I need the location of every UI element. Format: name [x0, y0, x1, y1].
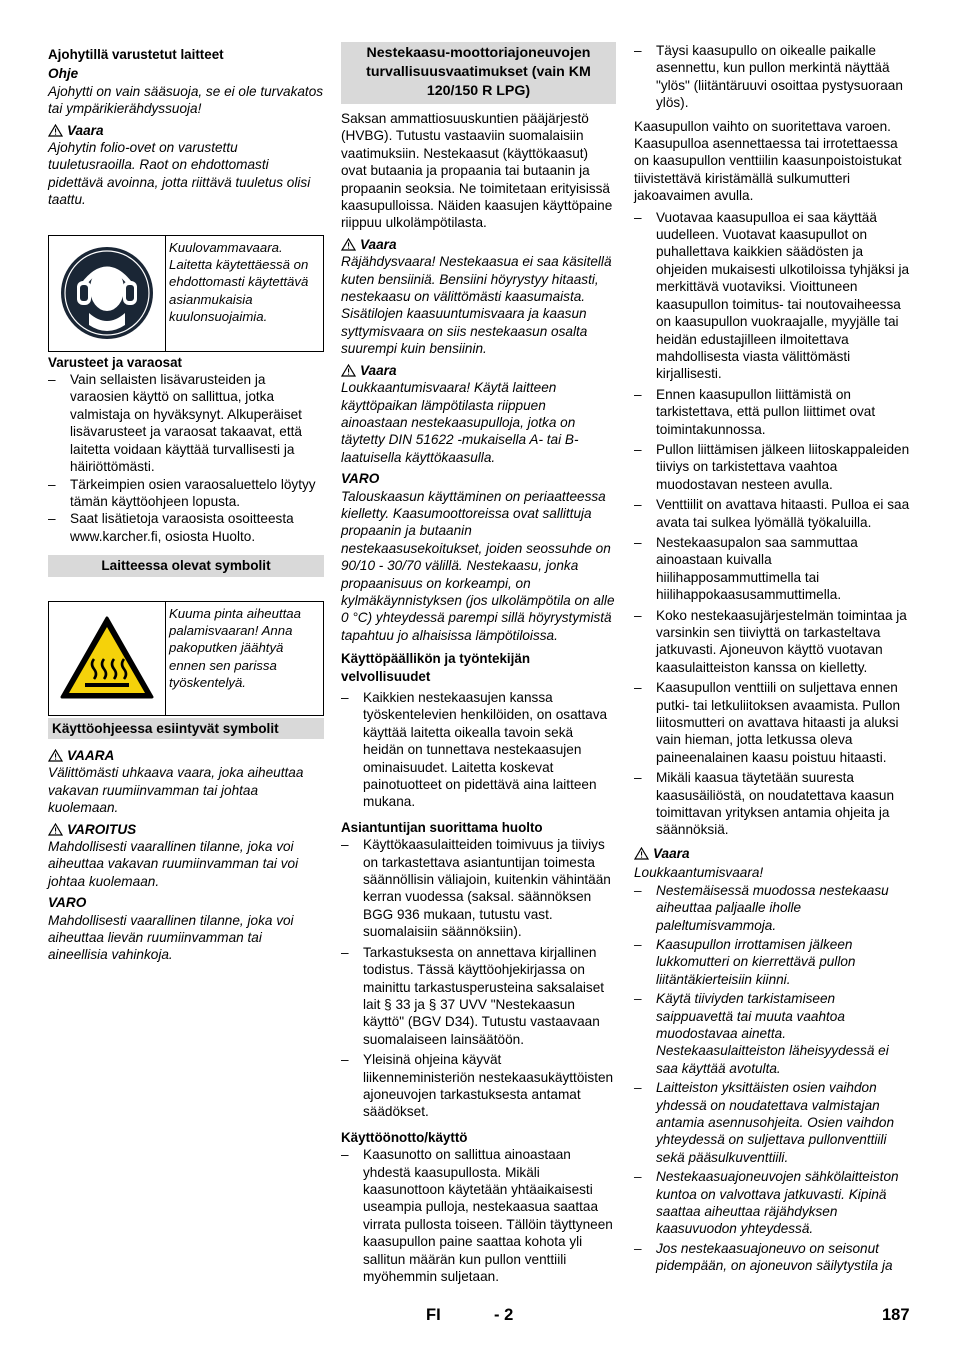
warning-icon	[48, 749, 63, 762]
band-device-symbols: Laitteessa olevat symbolit	[48, 555, 324, 576]
vaara-caps-text: Välittömästi uhkaava vaara, joka aiheuttaa vakavan ruumiinvamman tai johtaa kuolemaan.	[48, 765, 304, 816]
list-item: – Nestekaasupalon saa sammuttaa ainoastaan kuivalla hiilihapposammuttimella tai hiilihappokaasusammuttimella.	[634, 534, 910, 604]
varoitus-text: Mahdollisesti vaarallinen tilanne, joka voi aiheuttaa vakavan ruumiinvamman tai voi johtaa kuolemaan.	[48, 838, 299, 889]
footer-section: - 2	[494, 1306, 514, 1324]
operation-list	[341, 1146, 616, 1285]
list-item: – Tarkastuksesta on annettava kirjallinen todistus. Tässä käyttöohjekirjassa on mainittu tarkastusperusteina saksalaiset lait § 33 ja § 37 UVV "Nestekaasun käyttö" (BGV D34). Tutustu vastaavaan suomalaiseen lainsäätöön.	[341, 944, 616, 1048]
vaara-text: Ajohytin folio-ovet on varustettu tuuletusraoilla. Raot on ehdottomasti pidettävä avoinna, jotta riittävä tuuletus olisi taattu.	[48, 140, 311, 208]
list-item: – Saat lisätietoja varaosista osoitteesta www.karcher.fi, osiosta Huolto.	[48, 510, 324, 545]
list-item: – Pullon liittämisen jälkeen liitoskappaleiden tiiviys on tarkistettava vaahtoa muodostavan nesteen avulla.	[634, 441, 910, 493]
list-item: – Kaikkien nestekaasujen kanssa työskentelevien henkilöiden, on osattava käyttää laitetta oikealla tavoin sekä heidän on tunnettava nestekaasujen ominaisuudet. Laitetta koskevat painotuotteet on pidettävä aina laitteen mukana.	[341, 689, 616, 811]
cylinder-list	[634, 42, 910, 112]
list-item: – Kaasupullon venttiili on suljettava ennen putki- tai letkuliitoksen avaamista. Pullon liitosmutteri on avattava hitaasti ja aluksi vain hieman, jotta letkussa oleva paineenalainen kaasu poistuu hitaasti.	[634, 679, 910, 766]
hot-surface-icon	[59, 615, 155, 701]
list-item: – Nestekaasuajoneuvojen sähkölaitteiston kuntoa on valvottava jatkuvasti. Kipinä saattaa aiheuttaa räjähdyksen kaasuvuodon yhteydessä.	[634, 1168, 910, 1238]
column-1	[48, 42, 324, 964]
list-item: – Kaasupullon irrottamisen jälkeen lukkomutteri on kierrettävä pullon liitäntäkierteisiin kiinni.	[634, 936, 910, 988]
note-label: Ohje	[48, 66, 79, 82]
warning-icon	[48, 823, 63, 836]
varo-text: Talouskaasun käyttäminen on periaatteessa kielletty. Kaasumoottoreissa ovat sallittuja propaanin ja butaanin nestekaasusekoitukset, joiden seossuhde on 90/10 - 30/70 välillä. Nestekaasu, jonka propaanisuus on korkeampi, on kylmäkäynnistyksen (jos ulkolämpötila on alle 0 °C) yhteydessä parempi sillä höyrystymistä tapahtuu jo alhaisissa lämpötiloissa.	[341, 488, 615, 643]
varo-text: Mahdollisesti vaarallinen tilanne, joka voi aiheuttaa lievän ruumiinvamman tai aineellisia vahinkoja.	[48, 912, 294, 963]
hot-surface-text: Kuuma pinta aiheuttaa palamisvaaran! Anna pakoputken jäähtyä ennen sen parissa työskentelyä.	[169, 605, 301, 691]
warning-icon	[341, 238, 356, 251]
accessories-list	[48, 371, 324, 545]
page-number: 187	[882, 1306, 910, 1324]
vaara-label: Vaara	[341, 236, 616, 253]
heading-duties: Käyttöpäällikön ja työntekijän velvollisuudet	[341, 651, 530, 684]
heading-operation: Käyttöönotto/käyttö	[341, 1129, 468, 1145]
warning-icon	[341, 364, 356, 377]
cylinder-safety-list	[634, 209, 910, 839]
duties-list	[341, 689, 616, 811]
list-item: – Tärkeimpien osien varaosaluettelo löytyy tämän käyttöohjeen lopusta.	[48, 476, 324, 511]
footer-lang: FI	[426, 1306, 441, 1324]
list-item: – Ennen kaasupullon liittämistä on tarkistettava, että pullon liittimet ovat toimintakunnossa.	[634, 386, 910, 438]
vaara-injury-text: Loukkaantumisvaara! Käytä laitteen käyttöpaikan lämpötilasta riippuen ainoastaan nestekaasupulloja, jotka on täytetty DIN 51622 -mukaisella A- tai B-laatuisella käyttökaasulla.	[341, 380, 579, 465]
hot-surface-box	[48, 601, 324, 716]
column-3	[634, 42, 910, 1275]
vaara-lead: Loukkaantumisvaara!	[634, 865, 764, 881]
heading-canopy: Ajohytillä varustetut laitteet	[48, 47, 224, 62]
lpg-intro: Saksan ammattiosuuskuntien pääjärjestö (HVBG). Tutustu vastaaviin suomalaisiin vaatimuksiin. Nestekaasut (käyttökaasut) ovat butaania ja propaania tai butaanin ja propaanin seoksia. Ne toimitetaan erityisissä kaasupulloissa. Näiden kaasujen käyttöpaine riippuu ulkolämpötilasta.	[341, 111, 613, 231]
list-item: – Käytä tiiviyden tarkistamiseen saippuavettä tai muuta vaahtoa muodostavaa ainetta. Nestekaasulaitteiston läheisyydessä ei saa käyttää avotulta.	[634, 990, 910, 1077]
list-item: – Nestemäisessä muodossa nestekaasu aiheuttaa paljaalle iholle paleltumisvammoja.	[634, 882, 910, 934]
list-item: – Käyttökaasulaitteiden toimivuus ja tiiviys on tarkastettava asiantuntijan toimesta säännöllisin väliajoin, kuitenkin vähintään kerran vuodessa (saksal. säännöksen BGG 936 mukaan, tutustu vast. suomalaisiin säännöksiin).	[341, 836, 616, 940]
hearing-protection-text: Kuulovammavaara. Laitetta käytettäessä on ehdottomasti käytettävä asianmukaisia kuulonsuojaimia.	[169, 239, 309, 325]
vaara-label: Vaara	[341, 362, 616, 379]
varoitus-label: VAROITUS	[48, 821, 324, 838]
list-item: – Laitteiston yksittäisten osien vaihdon yhdessä on noudatettava valmistajan antamia asennusohjeita. Osien vaihdon yhteydessä on suljettava pullonventtiili sekä pääsulkuventtiili.	[634, 1079, 910, 1166]
list-item: – Täysi kaasupullo on oikealle paikalle asennettu, kun pullon merkintä näyttää "ylös" (liitäntäruuvi osoittaa pystysuoraan ylös).	[634, 42, 910, 112]
heading-accessories: Varusteet ja varaosat	[48, 354, 182, 370]
service-list	[341, 836, 616, 1121]
vaara-explosion-text: Räjähdysvaara! Nestekaasua ei saa käsitellä kuten bensiiniä. Bensiini höyrystyy hitaasti, nestekaasu on välittömästi kaasumaista. Sisätilojen kaasuuntumisvaara ja kaasun syttymisvaara on siis nestekaasun osalta suurempi kuin bensiinin.	[341, 254, 612, 357]
list-item: – Vuotavaa kaasupulloa ei saa käyttää uudelleen. Vuotavat kaasupullot on puhallettava kaikkien säädösten ja ohjeiden mukaisesti ulkotiloissa tyhjäksi ja merkittävä vuotaviksi. Vioittuneen kaasupullon toimitus- tai noutovaiheessa on kaasupullon vuokraajalle, myyjälle tai heidän edustajilleen ilmoitettava mahdollisesta viasta välittömästi kirjallisesti.	[634, 209, 910, 383]
varo-label: VARO	[48, 895, 87, 911]
vaara-label: Vaara	[48, 122, 324, 139]
note-text: Ajohytti on vain sääsuoja, se ei ole turvakatos tai ympärikierähdyssuoja!	[48, 83, 324, 117]
list-item: – Mikäli kaasua täytetään suuresta kaasusäiliöstä, on noudatettava kaasun toimittavan yrityksen antamia ohjeita ja säännöksiä.	[634, 769, 910, 839]
varo-label: VARO	[341, 471, 380, 487]
vaara-label: Vaara	[634, 845, 910, 862]
list-item: – Koko nestekaasujärjestelmän toimintaa ja varsinkin sen tiiviyttä on tarkasteltava jatkuvasti. Ajoneuvon käyttö vuotavan kaasulaitteiston kanssa on kielletty.	[634, 607, 910, 677]
list-item: – Jos nestekaasuajoneuvo on seisonut pidempään, on ajoneuvon säilytystila ja	[634, 1240, 910, 1275]
vaara-caps-label: VAARA	[48, 747, 324, 764]
warning-icon	[48, 124, 63, 137]
warning-icon	[634, 847, 649, 860]
column-2	[341, 42, 616, 1285]
list-item: – Vain sellaisten lisävarusteiden ja varaosien käyttö on sallittua, jotka valmistaja on hyväksynyt. Alkuperäiset lisävarusteet ja varaosat takaavat, että laitetta voidaan käyttää turvallisesti ja häiriöttömästi.	[48, 371, 324, 475]
band-manual-symbols: Käyttöohjeessa esiintyvät symbolit	[48, 718, 324, 739]
list-item: – Kaasunotto on sallittua ainoastaan yhdestä kaasupullosta. Mikäli kaasunottoon käytetään yhtäaikaisesti useampia pulloja, nestekaasua saattaa virrata pullosta toiseen. Tällöin täyttyneen kaasupullon paine saattaa kohota yli sallitun määrän kun pullon venttiili myöhemmin suljetaan.	[341, 1146, 616, 1285]
injury-list	[634, 882, 910, 1275]
list-item: – Venttiilit on avattava hitaasti. Pulloa ei saa avata tai sulkea lyömällä työkaluilla.	[634, 496, 910, 531]
band-lpg-title: Nestekaasu-moottoriajoneuvojen turvallisuusvaatimukset (vain KM 120/150 R LPG)	[341, 42, 616, 104]
cylinder-change-text: Kaasupullon vaihto on suoritettava varoen. Kaasupulloa asennettaessa tai irrotettaessa on kaasupullon venttiilin kaasunpoistoistukat tiivistettävä kiristämällä sulkumutteri jakoavaimen avulla.	[634, 118, 902, 204]
heading-service: Asiantuntijan suorittama huolto	[341, 819, 543, 835]
hearing-protection-icon	[59, 245, 155, 341]
hearing-protection-box	[48, 235, 324, 352]
list-item: – Yleisinä ohjeina käyvät liikenneministeriön nestekaasukäyttöisten ajoneuvojen tarkastuksesta antamat säädökset.	[341, 1051, 616, 1121]
